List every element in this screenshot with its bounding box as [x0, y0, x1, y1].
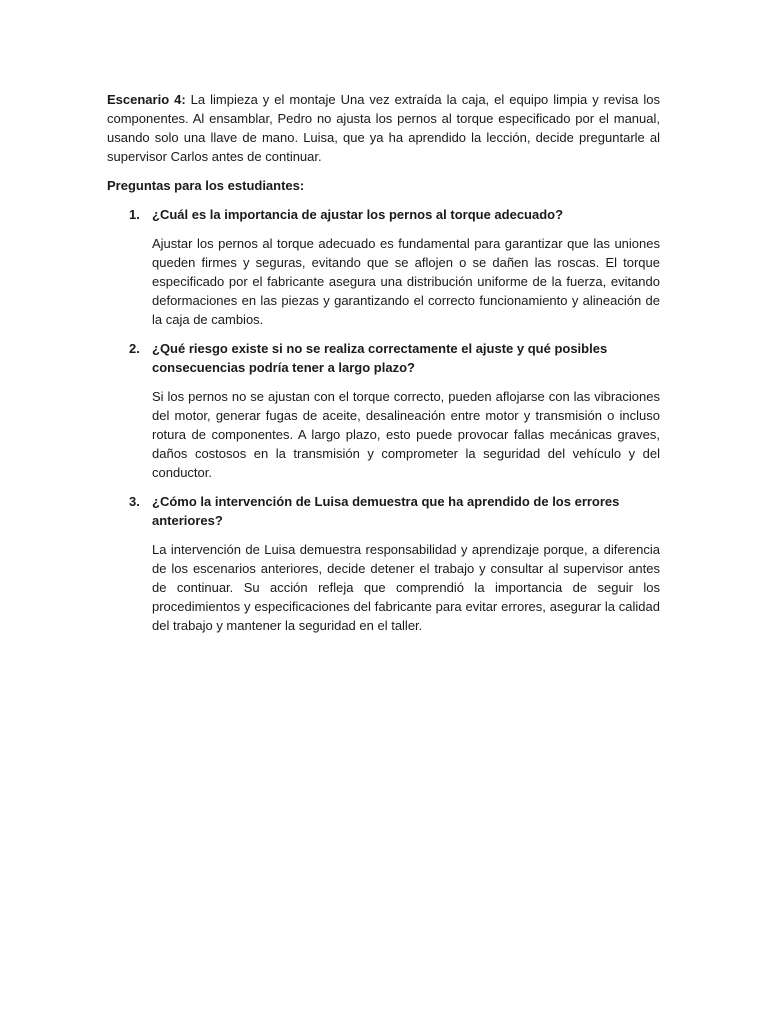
question-answer: Si los pernos no se ajustan con el torque correcto, pueden aflojarse con las vibraciones del motor, generar fugas de aceite, desalineación entre motor y transmisión o incluso rotura de componentes. A largo plazo, esto puede provocar fallas mecánicas graves, daños costosos en la transmisión y comprometer la seguridad del vehículo y del conductor. [152, 389, 660, 480]
question-answer: La intervención de Luisa demuestra responsabilidad y aprendizaje porque, a diferencia de los escenarios anteriores, decide detener el trabajo y consultar al supervisor antes de continuar. Su acción refleja que comprendió la importancia de seguir los procedimientos y especificaciones del fabricante para evitar errores, asegurar la calidad del trabajo y mantener la seguridad en el taller. [152, 542, 660, 633]
question-title: ¿Cómo la intervención de Luisa demuestra que ha aprendido de los errores anteriores? [152, 494, 620, 528]
scenario-label: Escenario 4: [107, 92, 186, 107]
question-item-3 [107, 492, 660, 635]
question-number: 3. [129, 494, 140, 509]
questions-heading: Preguntas para los estudiantes: [107, 178, 305, 193]
question-item-1 [107, 205, 660, 329]
question-title: ¿Cuál es la importancia de ajustar los pernos al torque adecuado? [152, 207, 564, 222]
question-title: ¿Qué riesgo existe si no se realiza correctamente el ajuste y qué posibles consecuencias podría tener a largo plazo? [152, 341, 608, 375]
question-number: 2. [129, 341, 140, 356]
questions-list [107, 205, 660, 635]
scenario-text: La limpieza y el montaje Una vez extraída la caja, el equipo limpia y revisa los componentes. Al ensamblar, Pedro no ajusta los pernos al torque especificado por el manual, usando solo una llave de mano. Luisa, que ya ha aprendido la lección, decide preguntarle al supervisor Carlos antes de continuar. [107, 92, 660, 164]
question-answer: Ajustar los pernos al torque adecuado es fundamental para garantizar que las uniones queden firmes y seguras, evitando que se aflojen o se dañen las roscas. El torque especificado por el fabricante asegura una distribución uniforme de la fuerza, evitando deformaciones en las piezas y garantizando el correcto funcionamiento y alineación de la caja de cambios. [152, 236, 660, 327]
scenario-paragraph [107, 90, 660, 166]
question-number: 1. [129, 207, 140, 222]
question-item-2 [107, 339, 660, 482]
